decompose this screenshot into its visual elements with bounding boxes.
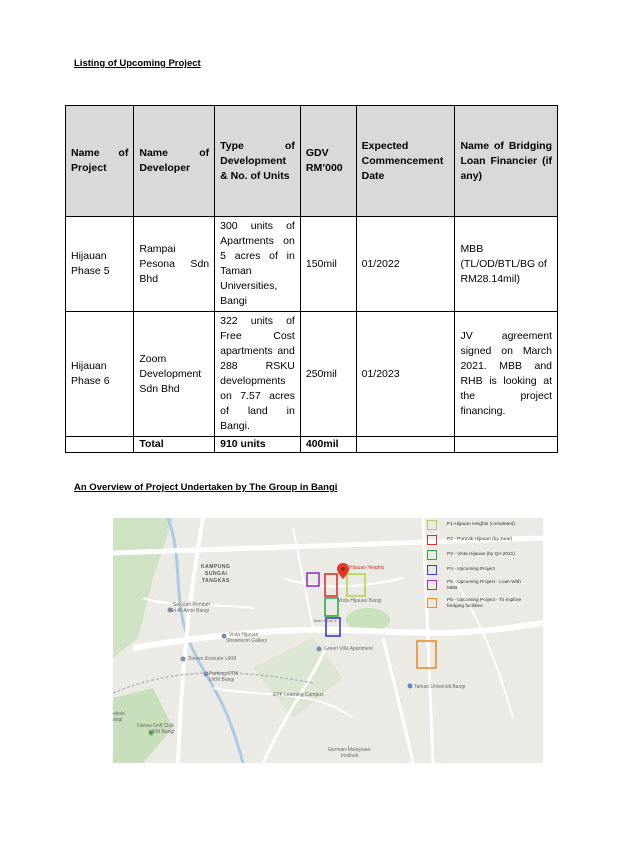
table-row <box>66 312 558 437</box>
table-cell: 150mil <box>300 217 356 312</box>
table-cell <box>66 437 134 453</box>
legend-swatch-p1 <box>427 520 437 530</box>
section-title-listing: Listing of Upcoming Project <box>74 58 201 69</box>
map-label-taman: Taman Universiti Bangi <box>414 684 466 690</box>
table-cell: 300 units of Apartments on 5 acres of in Taman Universities, Bangi <box>215 217 301 312</box>
legend-label-p3: P3 - Vista Hijauan (by QA 2021) <box>447 552 515 557</box>
table-cell: 01/2022 <box>356 217 455 312</box>
table-cell: 250mil <box>300 312 356 437</box>
map-label-green-villa: Green Villa Apartment <box>324 646 373 652</box>
map-label-hijauan-heights: Hijauan Heights <box>349 565 385 571</box>
map-label-sekolah: Sekolah Rendah <box>173 602 210 608</box>
header-cell: Name of Bridging Loan Financier (if any) <box>455 106 558 217</box>
table-cell: MBB (TL/OD/BTL/BG of RM28.14mil) <box>455 217 558 312</box>
legend-label-p6: P6 - Upcoming Project - To explore bridging facilities <box>447 598 522 609</box>
legend-swatch-p3 <box>427 550 437 560</box>
map-label-parking-2: UKM Bangi <box>209 677 235 683</box>
legend-label-p1: P1-Hijauan Heights (completed) <box>447 522 515 527</box>
table-cell: Hijauan Phase 6 <box>66 312 134 437</box>
header-cell: Name of Developer <box>134 106 215 217</box>
table-cell: 400mil <box>300 437 356 453</box>
table-cell <box>356 437 455 453</box>
table-cell: Zoom Development Sdn Bhd <box>134 312 215 437</box>
legend-label-p4: P4 - Upcoming Project <box>447 567 495 572</box>
legend-swatch-p2 <box>427 535 437 545</box>
table-total-row <box>66 437 558 453</box>
header-cell: Expected Commencement Date <box>356 106 455 217</box>
map-label-german-2: Institute <box>341 753 359 759</box>
map-label-vista-hijauan: Vista Hijauan Bangi <box>338 598 382 604</box>
header-cell: Name of Project <box>66 106 134 217</box>
legend-swatch-p5 <box>427 580 437 590</box>
project-map <box>113 518 543 763</box>
map-label-tangkas: TANGKAS <box>202 578 230 584</box>
legend-swatch-p4 <box>427 565 437 575</box>
map-label-showroom: Vista Hijauan <box>229 632 259 638</box>
map-label-stesen: Stesen Komuter UKM <box>188 656 237 662</box>
table-cell: Total <box>134 437 215 453</box>
map-label-sungai: SUNGAI <box>205 571 228 577</box>
legend-label-p2: P2 - Puncak Hijauan (by June) <box>447 537 513 542</box>
map-label-ekolo-2: angi <box>113 717 123 723</box>
table-cell: 322 units of Free Cost apartments and 288 RSKU developments on 7.57 acres of land in Bangi. <box>215 312 301 437</box>
legend-label-p5: P5 - Upcoming Project - Loan With MBB <box>447 580 521 591</box>
upcoming-projects-table <box>65 105 558 453</box>
table-cell: Rampai Pesona Sdn Bhd <box>134 217 215 312</box>
table-cell: 910 units <box>215 437 301 453</box>
map-label-showroom-2: Showroom Gallery <box>226 638 268 644</box>
table-cell <box>455 437 558 453</box>
table-header-row <box>66 106 558 217</box>
map-label-golf-2: UKM Bangi <box>149 729 175 735</box>
table-cell: 01/2023 <box>356 312 455 437</box>
table-cell: JV agreement signed on March 2021. MBB and RHB is looking at the project financing. <box>455 312 558 437</box>
header-cell: GDV RM’000 <box>300 106 356 217</box>
legend-swatch-p6 <box>427 598 437 608</box>
map-label-jalan: Jalan Perai 3 <box>313 618 337 623</box>
table-row <box>66 217 558 312</box>
map-label-ekolo: ekolo <box>113 711 125 717</box>
map-label-parking: Parking KTM <box>209 671 238 677</box>
section-title-overview: An Overview of Project Undertaken by The Group in Bangi <box>74 482 338 493</box>
map-label-epf: EPF Learning Campus <box>273 692 324 698</box>
map-label-sekolah-2: Sri Al-Amin Bangi <box>170 608 209 614</box>
table-cell: Hijauan Phase 5 <box>66 217 134 312</box>
header-cell: Type of Development & No. of Units <box>215 106 301 217</box>
map-label-kampung: KAMPUNG <box>201 564 231 570</box>
map-label-german: German-Malaysian <box>328 747 371 753</box>
map-label-golf: Danau Golf Club <box>137 723 174 729</box>
